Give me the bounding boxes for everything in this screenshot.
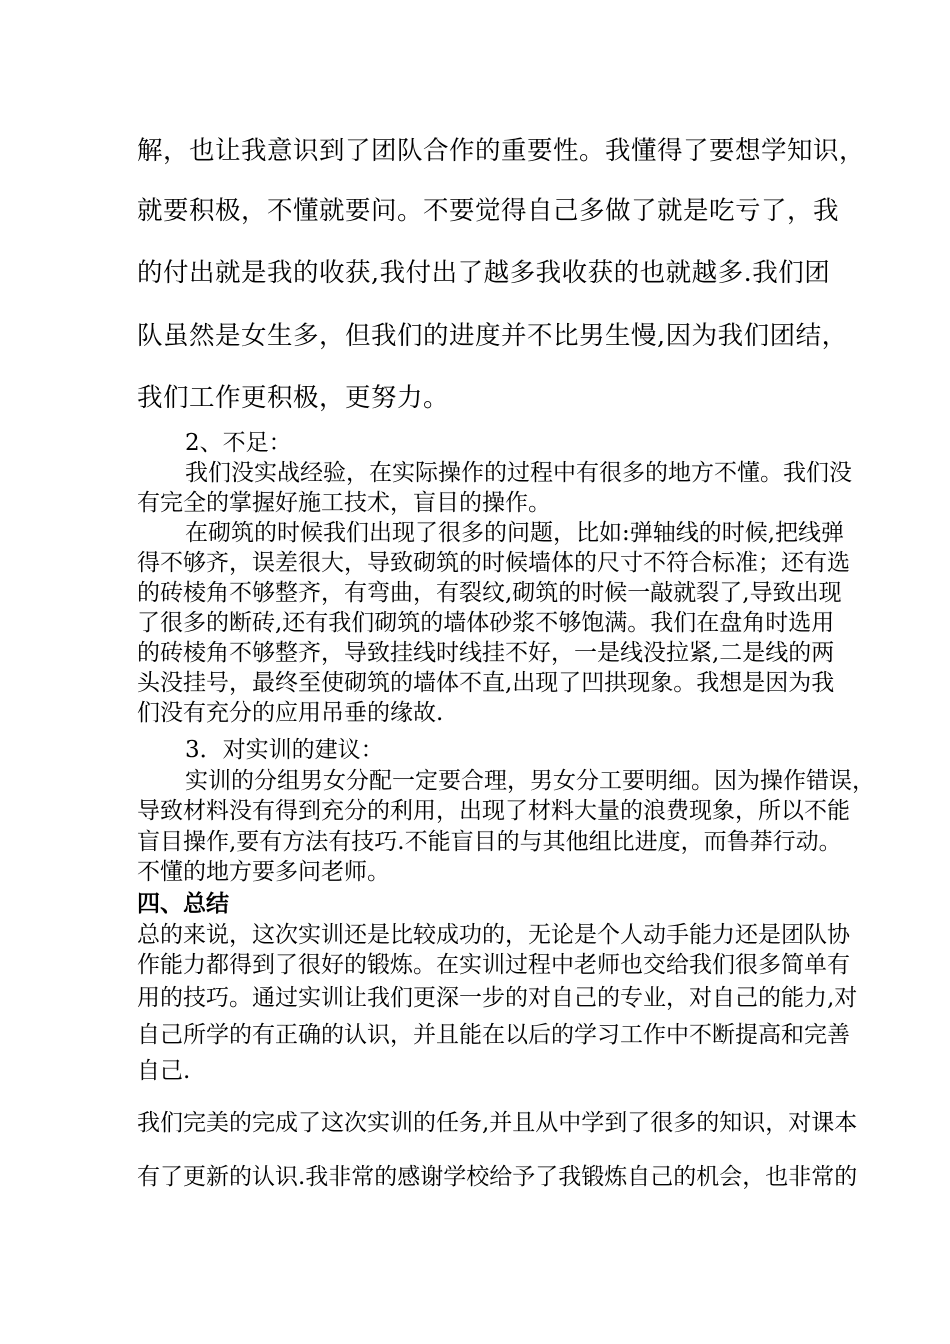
paragraph-line: 的付出就是我的收获,我付出了越多我收获的也就越多.我们团 bbox=[137, 258, 831, 288]
paragraph-line: 自己. bbox=[137, 1058, 191, 1084]
paragraph-line: 了很多的断砖,还有我们砌筑的墙体砂浆不够饱满。我们在盘角时选用 bbox=[137, 610, 835, 636]
paragraph-line: 的砖棱角不够整齐，有弯曲，有裂纹,砌筑的时候一敲就裂了,导致出现 bbox=[137, 580, 842, 606]
paragraph-line: 队虽然是女生多，但我们的进度并不比男生慢,因为我们团结， bbox=[137, 321, 848, 351]
paragraph-line: 不懂的地方要多问老师。 bbox=[137, 859, 390, 885]
paragraph-line: 自己所学的有正确的认识，并且能在以后的学习工作中不断提高和完善 bbox=[137, 1022, 850, 1048]
paragraph-line: 盲目操作,要有方法有技巧.不能盲目的与其他组比进度，而鲁莽行动。 bbox=[137, 829, 842, 855]
section-heading-suggestions: 3．对实训的建议： bbox=[185, 737, 384, 763]
paragraph-line: 实训的分组男女分配一定要合理，男女分工要明细。因为操作错误， bbox=[185, 768, 875, 794]
paragraph-line: 有完全的掌握好施工技术，盲目的操作。 bbox=[137, 490, 551, 516]
section-heading-shortcomings: 2、不足： bbox=[185, 430, 292, 456]
paragraph-line: 解，也让我意识到了团队合作的重要性。我懂得了要想学知识， bbox=[137, 136, 866, 166]
paragraph-line: 有了更新的认识.我非常的感谢学校给予了我锻炼自己的机会，也非常的 bbox=[137, 1164, 858, 1190]
paragraph-line: 在砌筑的时候我们出现了很多的问题，比如:弹轴线的时候,把线弹 bbox=[185, 520, 845, 546]
paragraph-line: 我们工作更积极，更努力。 bbox=[137, 383, 450, 413]
section-heading-summary: 四、总结 bbox=[137, 891, 229, 917]
paragraph-line: 我们没实战经验，在实际操作的过程中有很多的地方不懂。我们没 bbox=[185, 460, 852, 486]
paragraph-line: 头没挂号，最终至使砌筑的墙体不直,出现了凹拱现象。我想是因为我 bbox=[137, 670, 835, 696]
paragraph-line: 我们完美的完成了这次实训的任务,并且从中学到了很多的知识，对课本 bbox=[137, 1110, 858, 1136]
paragraph-line: 得不够齐，误差很大，导致砌筑的时候墙体的尺寸不符合标准；还有选 bbox=[137, 550, 850, 576]
paragraph-line: 用的技巧。通过实训让我们更深一步的对自己的专业，对自己的能力,对 bbox=[137, 985, 858, 1011]
paragraph-line: 总的来说，这次实训还是比较成功的，无论是个人动手能力还是团队协 bbox=[137, 922, 850, 948]
paragraph-line: 就要积极，不懂就要问。不要觉得自己多做了就是吃亏了，我 bbox=[137, 196, 840, 226]
paragraph-line: 作能力都得到了很好的锻炼。在实训过程中老师也交给我们很多简单有 bbox=[137, 952, 850, 978]
paragraph-line: 导致材料没有得到充分的利用，出现了材料大量的浪费现象，所以不能 bbox=[137, 798, 850, 824]
paragraph-line: 们没有充分的应用吊垂的缘故. bbox=[137, 700, 444, 726]
paragraph-line: 的砖棱角不够整齐，导致挂线时线挂不好，一是线没拉紧,二是线的两 bbox=[137, 640, 835, 666]
